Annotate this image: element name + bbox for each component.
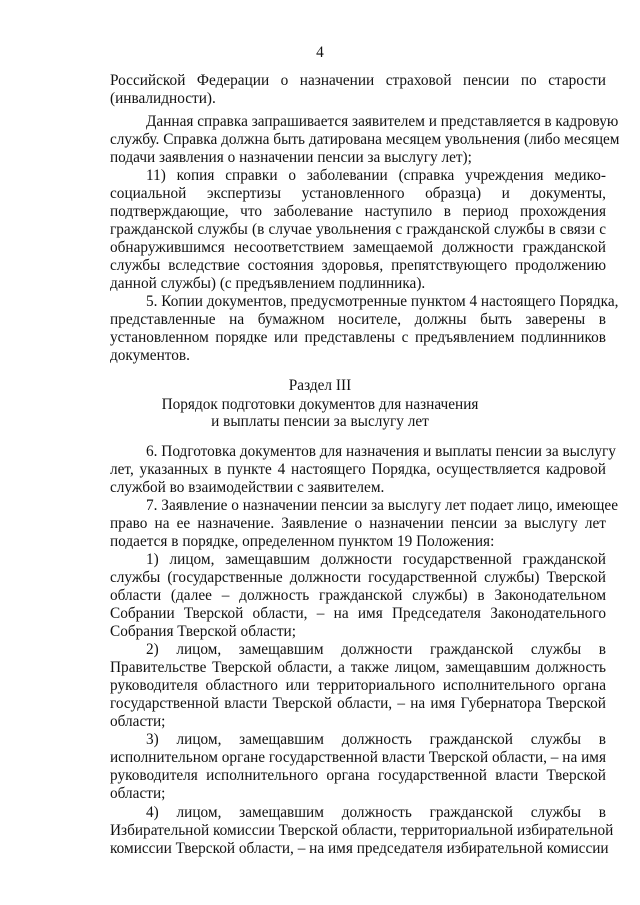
text-line: службой во взаимодействии с заявителем. [110,479,385,496]
text-line: обнаружившимся несоответствием замещаемой должности гражданской [110,239,606,256]
text-line: социальной экспертизы установленного образца) и документы, [110,185,606,202]
text-line: 4) лицом, замещавшим должность гражданской службы в [146,804,606,821]
text-line: 6. Подготовка документов для назначения и выплаты пенсии за выслугу [146,443,616,460]
text-line: Избирательной комиссии Тверской области, территориальной избирательной [110,822,614,839]
text-line: Собрании Тверской области, – на имя Председателя Законодательного [110,605,606,622]
text-line: комиссии Тверской области, – на имя председателя избирательной комиссии [110,840,609,857]
text-line: документов. [110,347,190,364]
text-line: 5. Копии документов, предусмотренные пунктом 4 настоящего Порядка, [146,293,619,310]
text-line: данной службы) (с предъявлением подлинника). [110,275,426,292]
section-heading-line: Раздел III [288,377,352,394]
section-heading-line: и выплаты пенсии за выслугу лет [211,413,429,430]
text-line: Правительстве Тверской области, а также лицом, замещавшим должность [110,659,606,676]
page-number: 4 [316,44,324,61]
text-line: Собрания Тверской области; [110,623,296,640]
text-line: 11) копия справки о заболевании (справка учреждения медико- [146,167,606,184]
text-line: право на ее назначение. Заявление о назначении пенсии за выслугу лет [110,515,606,532]
text-line: (инвалидности). [110,90,216,107]
text-line: 2) лицом, замещавшим должности гражданской службы в [146,641,606,658]
text-line: 7. Заявление о назначении пенсии за выслугу лет подает лицо, имеющее [146,497,618,514]
text-line: Российской Федерации о назначении страховой пенсии по старости [110,72,606,89]
section-heading-line: Порядок подготовки документов для назначения [161,396,479,413]
text-line: 1) лицом, замещавшим должности государственной гражданской [146,551,606,568]
text-line: государственной власти Тверской области, – на имя Губернатора Тверской [110,695,606,712]
text-line: подачи заявления о назначении пенсии за выслугу лет); [110,149,472,166]
text-line: руководителя областного или территориального исполнительного органа [110,677,606,694]
text-line: службы (государственные должности государственной службы) Тверской [110,569,606,586]
text-line: руководителя исполнительного органа государственной власти Тверской [110,767,606,784]
text-line: Данная справка запрашивается заявителем и представляется в кадровую [146,113,619,130]
text-line: лет, указанных в пункте 4 настоящего Порядка, осуществляется кадровой [110,461,606,478]
text-line: подтверждающие, что заболевание наступило в период прохождения [110,203,606,220]
text-line: 3) лицом, замещавшим должность гражданской службы в [146,731,606,748]
text-line: области; [110,713,166,730]
text-line: службы вследствие состояния здоровья, препятствующего продолжению [110,257,606,274]
text-line: представленные на бумажном носителе, должны быть заверены в [110,311,606,328]
text-line: области (далее – должность гражданской службы) в Законодательном [110,587,606,604]
text-line: подается в порядке, определенном пунктом 19 Положения: [110,533,495,550]
text-line: гражданской службы (в случае увольнения с гражданской службы в связи с [110,221,606,238]
text-line: исполнительном органе государственной власти Тверской области, – на имя [110,749,606,766]
text-line: установленном порядке или представлены с предъявлением подлинников [110,329,606,346]
text-line: службу. Справка должна быть датирована месяцем увольнения (либо месяцем [110,131,620,148]
text-line: области; [110,785,166,802]
